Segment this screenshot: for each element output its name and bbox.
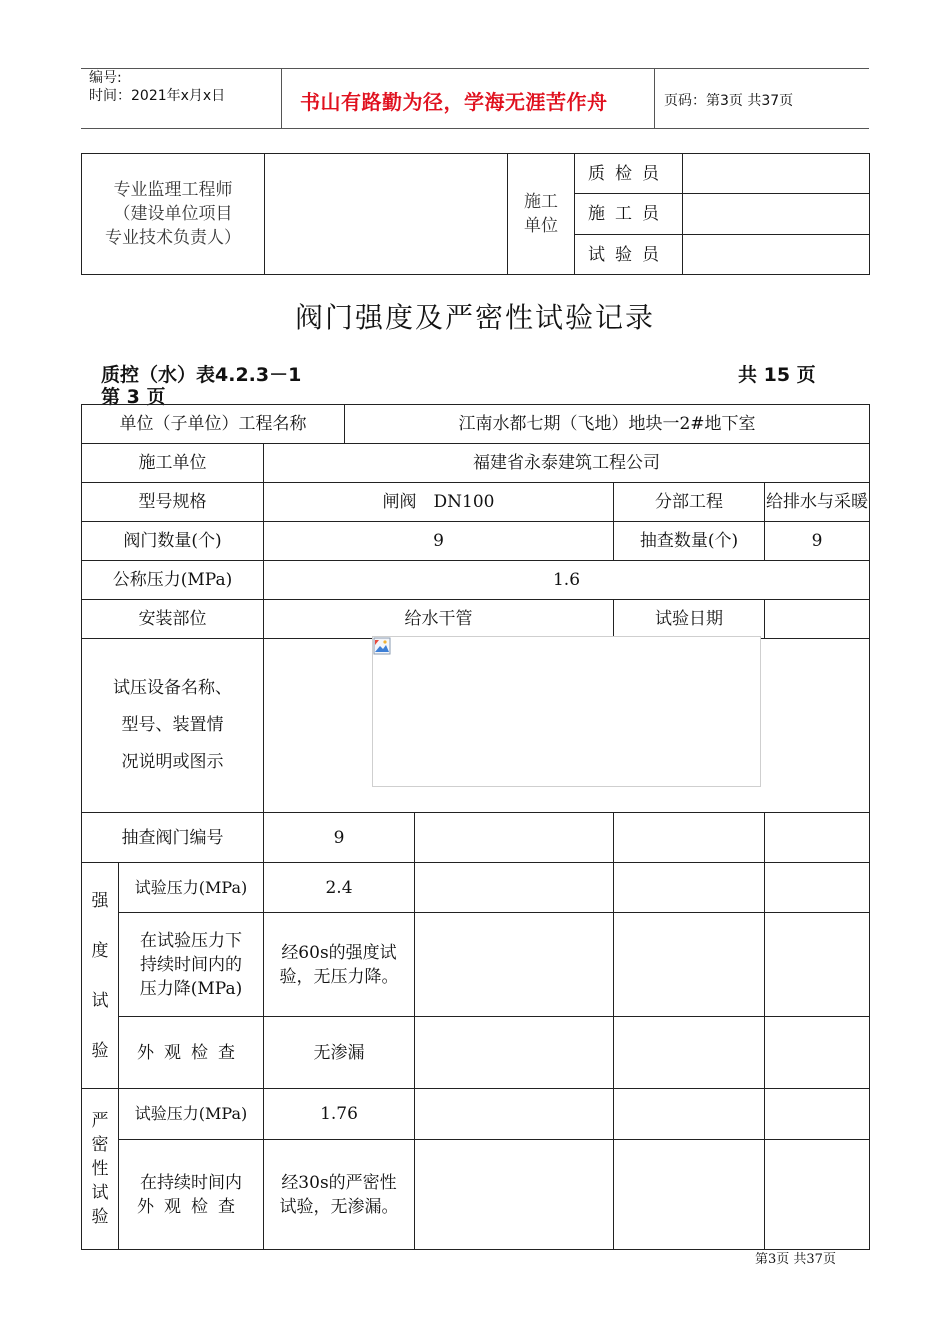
install-location-value[interactable]: 给水干管 bbox=[264, 600, 614, 639]
tightness-char-5: 验 bbox=[91, 1207, 109, 1227]
strength-char-2: 度 bbox=[91, 940, 109, 961]
sample-no-extra-3[interactable] bbox=[765, 813, 870, 863]
construction-unit-label bbox=[508, 154, 575, 275]
tightness-pressure-label: 试验压力(MPa) bbox=[119, 1089, 264, 1140]
record-table bbox=[81, 404, 870, 1250]
document-title: 阀门强度及严密性试验记录 bbox=[294, 301, 655, 334]
role-tester: 试验员 bbox=[575, 235, 683, 275]
pressure-drop-line2: 验，无压力降。 bbox=[279, 966, 399, 987]
header-top-rule bbox=[81, 68, 869, 69]
document-number-label: 编号: bbox=[89, 70, 122, 86]
subdivision-label: 分部工程 bbox=[614, 483, 765, 522]
tightness-result-line2: 试验，无渗漏。 bbox=[279, 1196, 399, 1217]
strength-pressure-label: 试验压力(MPa) bbox=[119, 863, 264, 913]
install-location-label: 安装部位 bbox=[82, 600, 264, 639]
strength-appearance-label: 外观检查 bbox=[119, 1017, 264, 1089]
sample-no-extra-2[interactable] bbox=[614, 813, 765, 863]
construction-unit-line1: 施工 bbox=[524, 192, 558, 212]
sample-no-value[interactable]: 9 bbox=[264, 813, 415, 863]
current-page: 第 3 页 bbox=[101, 386, 166, 408]
role-quality-inspector: 质检员 bbox=[575, 154, 683, 194]
strength-pressure-extra-1[interactable] bbox=[415, 863, 614, 913]
tightness-char-2: 密 bbox=[91, 1135, 109, 1155]
constructor-signature[interactable] bbox=[683, 194, 870, 235]
valve-count-label: 阀门数量(个) bbox=[82, 522, 264, 561]
supervisor-label-line1: 专业监理工程师 bbox=[113, 180, 233, 200]
footer-page: 第3页 共37页 bbox=[755, 1252, 836, 1267]
construction-unit-line2: 单位 bbox=[524, 216, 558, 236]
test-date-value[interactable] bbox=[765, 600, 870, 639]
broken-image-icon bbox=[373, 637, 391, 655]
tightness-result-extra-2[interactable] bbox=[614, 1140, 765, 1250]
equipment-label-line1: 试压设备名称、 bbox=[113, 678, 232, 698]
strength-char-3: 试 bbox=[91, 990, 109, 1011]
equipment-label-line3: 况说明或图示 bbox=[121, 752, 224, 772]
supervisor-label bbox=[82, 154, 265, 275]
contractor-label: 施工单位 bbox=[82, 444, 264, 483]
tightness-pressure-extra-1[interactable] bbox=[415, 1089, 614, 1140]
strength-appearance-extra-3[interactable] bbox=[765, 1017, 870, 1089]
tightness-appearance-label bbox=[119, 1140, 264, 1250]
tightness-char-4: 试 bbox=[91, 1183, 109, 1203]
strength-pressure-value[interactable]: 2.4 bbox=[264, 863, 415, 913]
motto: 书山有路勤为径，学海无涯苦作舟 bbox=[300, 90, 608, 114]
nominal-pressure-value[interactable]: 1.6 bbox=[264, 561, 870, 600]
tightness-result-extra-1[interactable] bbox=[415, 1140, 614, 1250]
tightness-pressure-extra-3[interactable] bbox=[765, 1089, 870, 1140]
pressure-drop-label bbox=[119, 913, 264, 1017]
strength-char-4: 验 bbox=[91, 1040, 109, 1061]
tightness-result-extra-3[interactable] bbox=[765, 1140, 870, 1250]
total-pages: 共 15 页 bbox=[738, 364, 816, 386]
valve-count-value[interactable]: 9 bbox=[264, 522, 614, 561]
strength-appearance-value[interactable]: 无渗漏 bbox=[264, 1017, 415, 1089]
page-info: 页码：第3页 共37页 bbox=[664, 93, 794, 109]
supervisor-label-line3: 专业技术负责人） bbox=[105, 228, 241, 248]
pressure-drop-label-line3: 压力降(MPa) bbox=[139, 978, 243, 999]
strength-pressure-extra-2[interactable] bbox=[614, 863, 765, 913]
strength-char-1: 强 bbox=[91, 890, 109, 911]
role-constructor: 施工员 bbox=[575, 194, 683, 235]
tightness-char-3: 性 bbox=[91, 1159, 109, 1179]
strength-test-label bbox=[82, 863, 119, 1089]
project-name-value[interactable]: 江南水都七期（飞地）地块一2#地下室 bbox=[345, 405, 870, 444]
pressure-drop-extra-1[interactable] bbox=[415, 913, 614, 1017]
header-divider-1 bbox=[281, 68, 282, 129]
equipment-label bbox=[82, 639, 264, 813]
sample-count-value[interactable]: 9 bbox=[765, 522, 870, 561]
strength-appearance-extra-1[interactable] bbox=[415, 1017, 614, 1089]
tightness-test-label bbox=[82, 1089, 119, 1250]
tightness-appearance-label-line1: 在持续时间内 bbox=[140, 1172, 242, 1193]
pressure-drop-label-line2: 持续时间内的 bbox=[140, 954, 242, 975]
tester-signature[interactable] bbox=[683, 235, 870, 275]
pressure-drop-extra-2[interactable] bbox=[614, 913, 765, 1017]
form-id: 质控（水）表4.2.3－1 bbox=[101, 364, 302, 386]
sample-count-label: 抽查数量(个) bbox=[614, 522, 765, 561]
tightness-pressure-extra-2[interactable] bbox=[614, 1089, 765, 1140]
model-label: 型号规格 bbox=[82, 483, 264, 522]
tightness-pressure-value[interactable]: 1.76 bbox=[264, 1089, 415, 1140]
supervisor-signature-cell[interactable] bbox=[265, 154, 508, 275]
header-divider-2 bbox=[654, 68, 655, 129]
signature-table bbox=[81, 153, 870, 275]
date-line: 时间：2021年x月x日 bbox=[89, 88, 226, 104]
sample-no-extra-1[interactable] bbox=[415, 813, 614, 863]
equipment-label-line2: 型号、装置情 bbox=[121, 715, 224, 735]
pressure-drop-label-line1: 在试验压力下 bbox=[140, 930, 242, 951]
strength-pressure-extra-3[interactable] bbox=[765, 863, 870, 913]
tightness-char-1: 严 bbox=[91, 1111, 109, 1131]
tightness-result-value[interactable] bbox=[264, 1140, 415, 1250]
quality-inspector-signature[interactable] bbox=[683, 154, 870, 194]
tightness-appearance-label-line2: 外观检查 bbox=[137, 1196, 245, 1217]
subdivision-value[interactable]: 给排水与采暖 bbox=[765, 483, 870, 522]
pressure-drop-value[interactable] bbox=[264, 913, 415, 1017]
pressure-drop-line1: 经60s的强度试 bbox=[281, 942, 397, 963]
nominal-pressure-label: 公称压力(MPa) bbox=[82, 561, 264, 600]
strength-appearance-extra-2[interactable] bbox=[614, 1017, 765, 1089]
contractor-value[interactable]: 福建省永泰建筑工程公司 bbox=[264, 444, 870, 483]
project-name-label: 单位（子单位）工程名称 bbox=[82, 405, 345, 444]
header-bottom-rule bbox=[81, 128, 869, 129]
sample-no-label: 抽查阀门编号 bbox=[82, 813, 264, 863]
pressure-drop-extra-3[interactable] bbox=[765, 913, 870, 1017]
tightness-result-line1: 经30s的严密性 bbox=[281, 1172, 397, 1193]
model-value[interactable]: 闸阀 DN100 bbox=[264, 483, 614, 522]
supervisor-label-line2: （建设单位项目 bbox=[113, 204, 233, 224]
test-date-label: 试验日期 bbox=[614, 600, 765, 639]
equipment-diagram-image bbox=[372, 636, 761, 787]
